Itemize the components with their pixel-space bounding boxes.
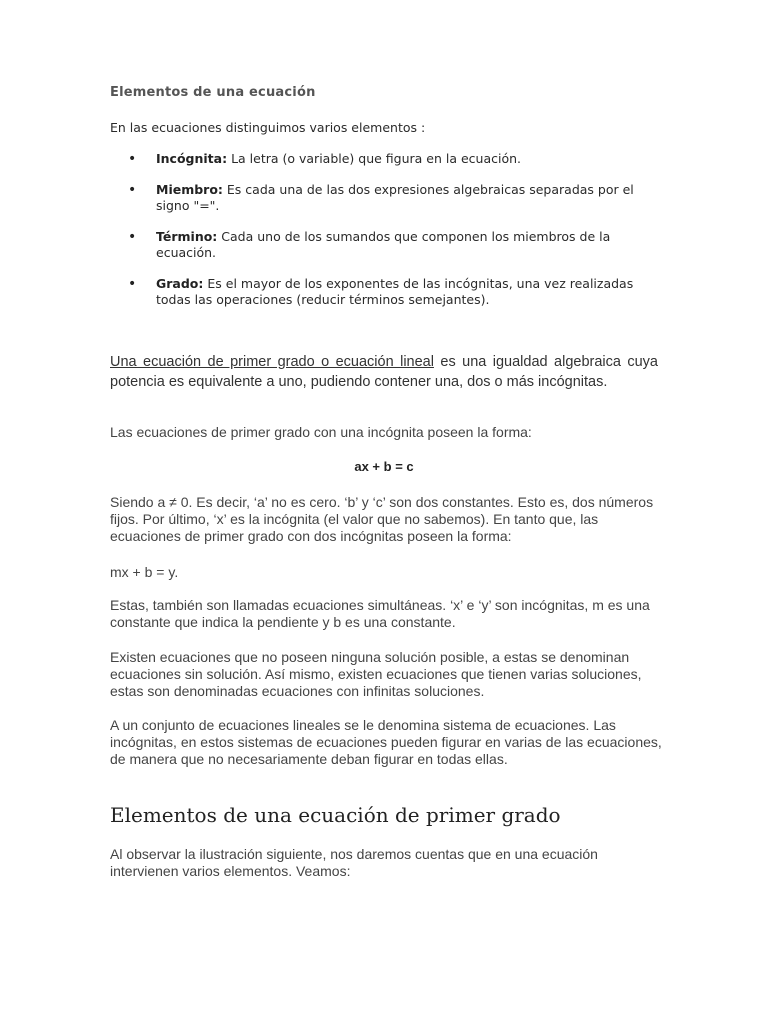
bullet-icon: • <box>128 276 137 292</box>
section-title: Elementos de una ecuación <box>110 85 316 100</box>
list-item-incognita <box>128 151 658 167</box>
list-item-termino <box>128 229 658 261</box>
formula-one-unknown: ax + b = c <box>354 459 414 474</box>
formula-two-unknowns: mx + b = y. <box>110 564 179 580</box>
list-item-text: Es cada una de las dos expresiones algebraicas separadas por el signo "=". <box>156 182 634 213</box>
closing-paragraph: Al observar la ilustración siguiente, nos daremos cuentas que en una ecuación intervienen varios elementos. Veamos: <box>110 846 598 879</box>
elements-list <box>128 151 658 323</box>
systems-paragraph: A un conjunto de ecuaciones lineales se le denomina sistema de ecuaciones. Las incógnitas, en estos sistemas de ecuaciones pueden figurar en varias de las ecuaciones, de manera que no necesariamente deban figurar en todas ellas. <box>110 717 662 767</box>
list-item-text: Cada uno de los sumandos que componen los miembros de la ecuación. <box>156 229 611 260</box>
definition-text: es una igualdad algebraica cuya potencia es equivalente a uno, pudiendo contener una, dos o más incógnitas. <box>110 354 658 390</box>
intro-text: En las ecuaciones distinguimos varios elementos : <box>110 120 426 135</box>
bullet-icon: • <box>128 182 137 198</box>
list-item-miembro <box>128 182 658 214</box>
bullet-icon: • <box>128 229 137 245</box>
definition-paragraph <box>110 352 658 392</box>
definition-term: Una ecuación de primer grado o ecuación lineal <box>110 354 434 370</box>
simultaneous-paragraph: Estas, también son llamadas ecuaciones simultáneas. ‘x’ e ‘y’ son incógnitas, m es una constante que indica la pendiente y b es una constante. <box>110 597 650 630</box>
section-heading: Elementos de una ecuación de primer grado <box>110 803 561 827</box>
list-item-grado <box>128 276 658 308</box>
list-item-term: Miembro: <box>156 182 223 197</box>
form-intro-paragraph: Las ecuaciones de primer grado con una incógnita poseen la forma: <box>110 424 532 440</box>
explanation-paragraph: Siendo a ≠ 0. Es decir, ‘a’ no es cero. ‘b’ y ‘c’ son dos constantes. Esto es, dos números fijos. Por último, ‘x’ es la incógnita (el valor que no sabemos). En tanto que, las ecuaciones de primer grado con dos incógnitas poseen la forma: <box>110 494 654 544</box>
list-item-term: Grado: <box>156 276 204 291</box>
list-item-term: Término: <box>156 229 218 244</box>
list-item-text: La letra (o variable) que figura en la ecuación. <box>227 151 522 166</box>
list-item-text: Es el mayor de los exponentes de las incógnitas, una vez realizadas todas las operaciones (reducir términos semejantes). <box>156 276 634 307</box>
bullet-icon: • <box>128 151 137 167</box>
list-item-term: Incógnita: <box>156 151 228 166</box>
solutions-paragraph: Existen ecuaciones que no poseen ninguna solución posible, a estas se denominan ecuaciones sin solución. Así mismo, existen ecuaciones que tienen varias soluciones, estas son denominadas ecuaciones con infinitas soluciones. <box>110 649 642 699</box>
